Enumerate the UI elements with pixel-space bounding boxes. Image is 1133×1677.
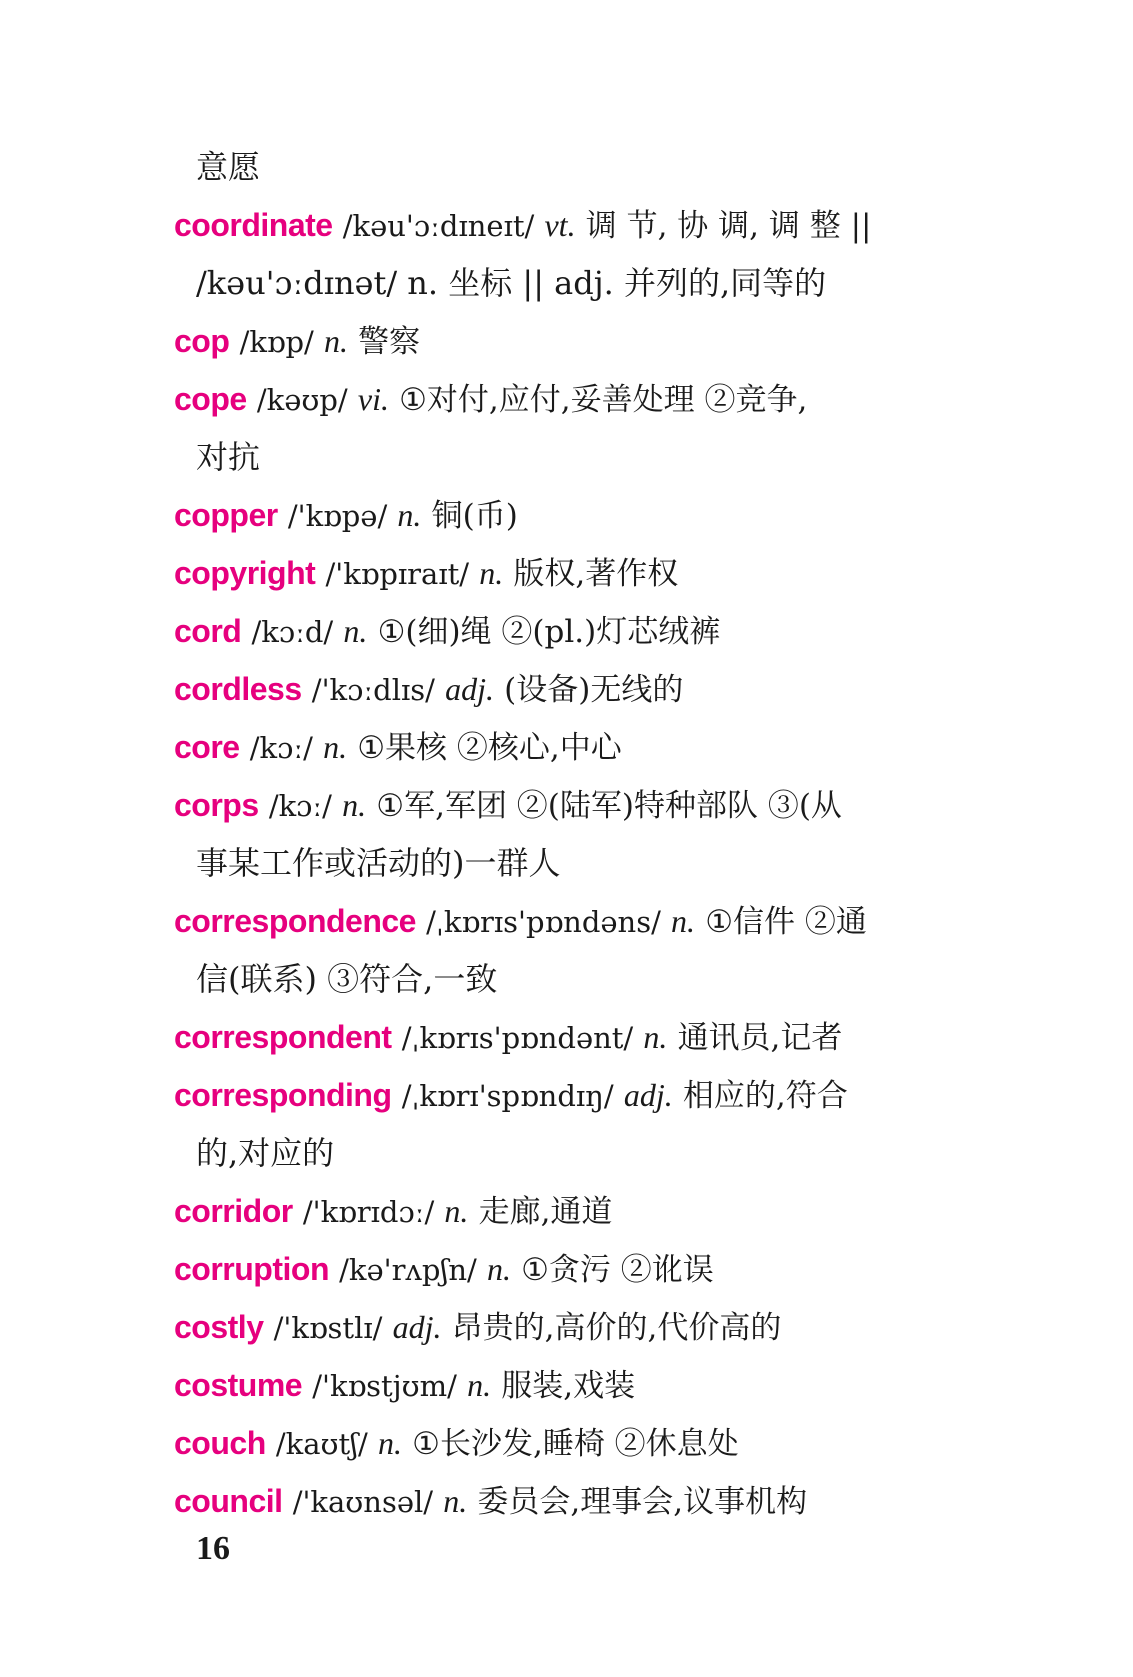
definition: 相应的,符合	[682, 1078, 848, 1114]
definition: 服装,戏装	[501, 1368, 636, 1404]
continuation-line: 信(联系) ③符合,一致	[196, 960, 498, 998]
pronunciation: /'kɒstlɪ/	[273, 1311, 383, 1345]
headword: corruption	[174, 1251, 329, 1287]
continuation-line: 的,对应的	[196, 1134, 335, 1172]
headword: corps	[174, 787, 259, 823]
entry-cope	[174, 370, 974, 428]
pronunciation: /kəu'ɔːdɪneɪt/	[342, 209, 535, 243]
definition: ①(细)绳 ②(pl.)灯芯绒裤	[377, 614, 721, 650]
entry-copper	[174, 486, 974, 544]
part-of-speech: n.	[323, 729, 348, 765]
part-of-speech: n.	[443, 1483, 468, 1519]
part-of-speech: adj.	[392, 1309, 442, 1345]
part-of-speech: vi.	[357, 381, 389, 417]
part-of-speech: vt.	[544, 207, 576, 243]
definition: 铜(币)	[431, 498, 518, 534]
pronunciation: /'kɒpɪraɪt/	[325, 557, 470, 591]
headword: cord	[174, 613, 242, 649]
part-of-speech: n.	[479, 555, 504, 591]
part-of-speech: n.	[486, 1251, 511, 1287]
headword: correspondent	[174, 1019, 392, 1055]
definition: 走廊,通道	[478, 1194, 613, 1230]
definition: ①对付,应付,妥善处理 ②竞争,	[399, 382, 808, 418]
headword: cop	[174, 323, 230, 359]
definition: ①信件 ②通	[705, 904, 867, 940]
entry-cop	[174, 312, 974, 370]
definition: 通讯员,记者	[677, 1020, 843, 1056]
page-number: 16	[196, 1530, 230, 1567]
entry-costly	[174, 1298, 974, 1356]
definition: ①军,军团 ②(陆军)特种部队 ③(从	[376, 788, 842, 824]
pronunciation: /kɔː/	[249, 731, 313, 765]
entry-coordinate	[174, 196, 974, 254]
pronunciation: /kə'rʌpʃn/	[339, 1253, 477, 1287]
pronunciation: /kəʊp/	[256, 383, 348, 417]
definition: ①长沙发,睡椅 ②休息处	[412, 1426, 739, 1462]
part-of-speech: n.	[343, 613, 368, 649]
pronunciation: /'kɒstjʊm/	[312, 1369, 457, 1403]
entry-core	[174, 718, 974, 776]
pronunciation: /'kɒrɪdɔː/	[302, 1195, 435, 1229]
pronunciation: /kɒp/	[239, 325, 314, 359]
continuation-line: 对抗	[196, 438, 261, 476]
headword: cope	[174, 381, 247, 417]
pronunciation: /ˌkɒrɪ'spɒndɪŋ/	[401, 1079, 614, 1113]
headword: couch	[174, 1425, 266, 1461]
definition: 版权,著作权	[513, 556, 679, 592]
entry-cord	[174, 602, 974, 660]
pronunciation: /kɔːd/	[251, 615, 334, 649]
entry-costume	[174, 1356, 974, 1414]
entry-correspondent	[174, 1008, 974, 1066]
headword: costume	[174, 1367, 303, 1403]
continuation-line: /kəu'ɔːdɪnət/ n. 坐标 || adj. 并列的,同等的	[196, 264, 827, 302]
definition: 委员会,理事会,议事机构	[477, 1484, 808, 1520]
definition: 警察	[358, 324, 421, 360]
entry-corps	[174, 776, 974, 834]
part-of-speech: n.	[671, 903, 696, 939]
entry-corridor	[174, 1182, 974, 1240]
headword: copper	[174, 497, 278, 533]
definition: 昂贵的,高价的,代价高的	[451, 1310, 782, 1346]
headword: council	[174, 1483, 283, 1519]
pronunciation: /ˌkɒrɪs'pɒndəns/	[426, 905, 661, 939]
entry-council	[174, 1472, 974, 1530]
part-of-speech: adj.	[623, 1077, 673, 1113]
part-of-speech: n.	[342, 787, 367, 823]
pronunciation: /'kɔːdlɪs/	[311, 673, 435, 707]
pronunciation: /ˌkɒrɪs'pɒndənt/	[401, 1021, 634, 1055]
definition: ①果核 ②核心,中心	[357, 730, 622, 766]
headword: core	[174, 729, 240, 765]
headword: corresponding	[174, 1077, 392, 1113]
headword: coordinate	[174, 207, 333, 243]
dictionary-page	[174, 138, 974, 1530]
headword: correspondence	[174, 903, 416, 939]
definition: 调 节, 协 调, 调 整 ||	[585, 208, 872, 244]
definition: ①贪污 ②讹误	[521, 1252, 714, 1288]
definition: (设备)无线的	[504, 672, 684, 708]
part-of-speech: n.	[323, 323, 348, 359]
entry-cordless	[174, 660, 974, 718]
part-of-speech: adj.	[445, 671, 494, 707]
entry-corruption	[174, 1240, 974, 1298]
pronunciation: /kɔː/	[268, 789, 332, 823]
part-of-speech: n.	[643, 1019, 668, 1055]
entry-corresponding	[174, 1066, 974, 1124]
part-of-speech: n.	[467, 1367, 492, 1403]
part-of-speech: n.	[397, 497, 422, 533]
continuation-line: 意愿	[196, 148, 261, 186]
part-of-speech: n.	[444, 1193, 469, 1229]
entry-couch	[174, 1414, 974, 1472]
continuation-line: 事某工作或活动的)一群人	[196, 844, 561, 882]
entry-copyright	[174, 544, 974, 602]
headword: corridor	[174, 1193, 293, 1229]
part-of-speech: n.	[378, 1425, 402, 1461]
headword: costly	[174, 1309, 264, 1345]
pronunciation: /'kaʊnsəl/	[292, 1485, 434, 1519]
entry-correspondence	[174, 892, 974, 950]
pronunciation: /kaʊtʃ/	[275, 1427, 368, 1461]
headword: copyright	[174, 555, 316, 591]
pronunciation: /'kɒpə/	[287, 499, 388, 533]
headword: cordless	[174, 671, 302, 707]
